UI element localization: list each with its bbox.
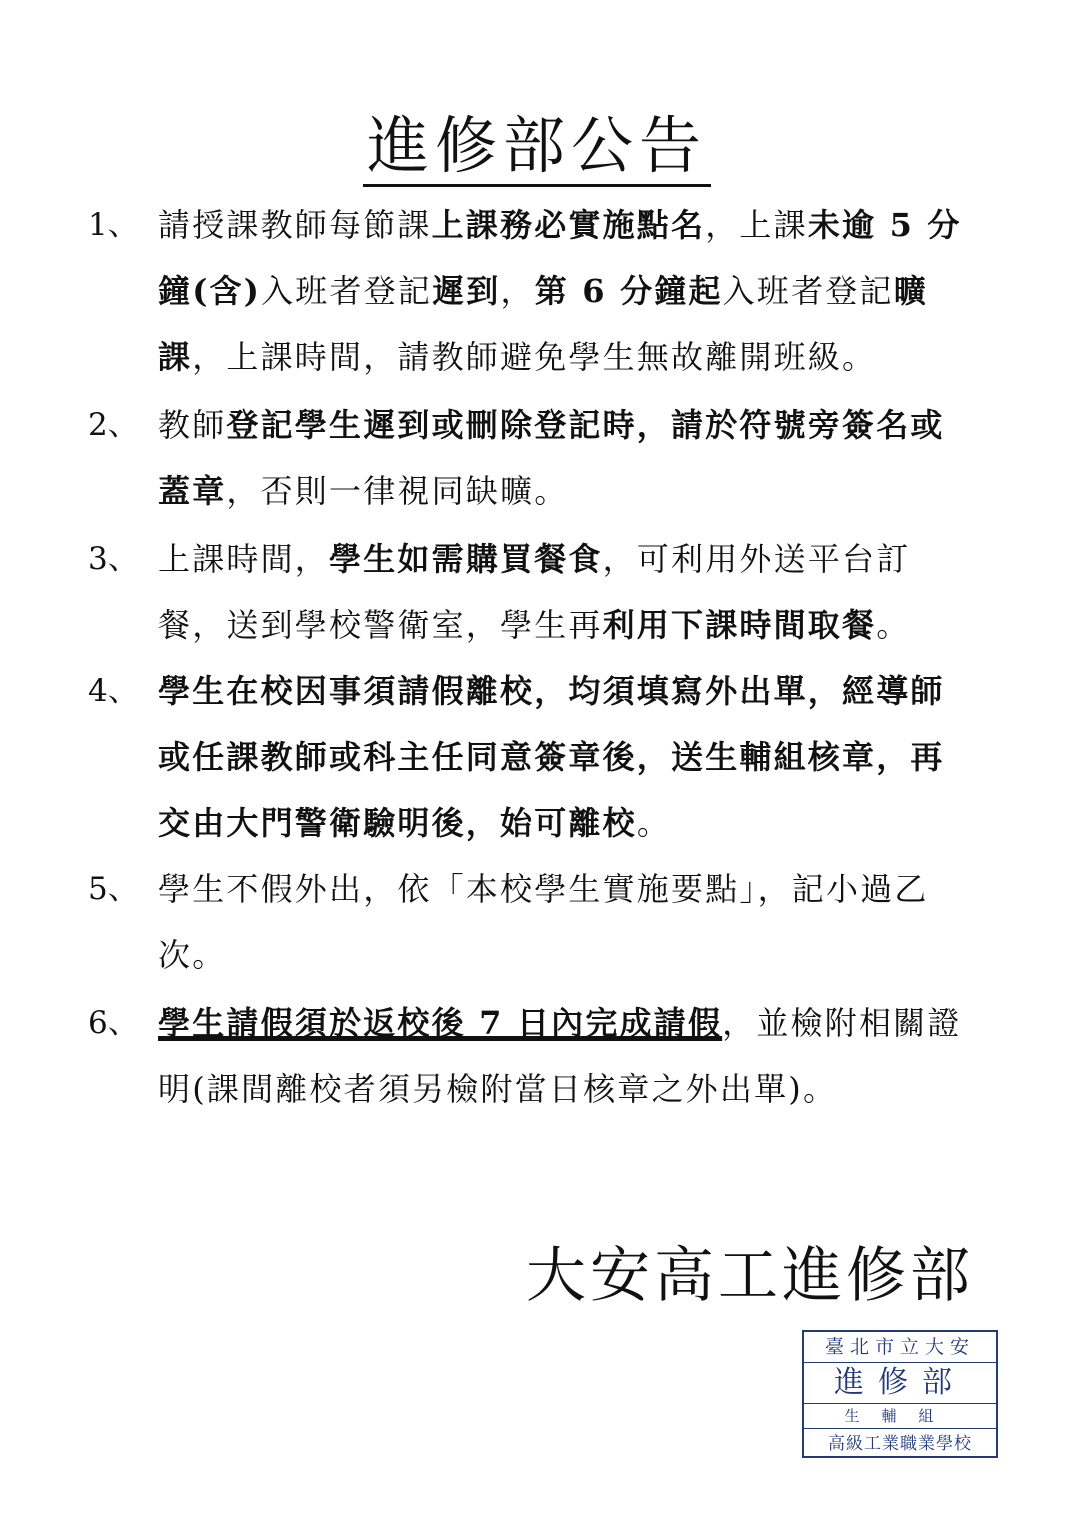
item-text (158, 856, 968, 988)
item-text (158, 990, 968, 1122)
emphasis-text: 學生在校因事須請假離校，均須填寫外出單，經導師或任課教師或科主任同意簽章後，送生輔組核章，再交由大門警衛驗明後，始可離校 (158, 672, 945, 842)
plain-text: ，上課 (705, 206, 808, 244)
emphasis-text: 利用下課時間取餐 (602, 606, 877, 644)
stamp-line-2: 進修部 (804, 1363, 996, 1404)
item-number: 2、 (88, 407, 139, 443)
item-number: 3、 (88, 541, 139, 577)
plain-text: 。 (636, 804, 672, 842)
item-text (158, 192, 968, 390)
stamp-line-4: 高級工業職業學校 (828, 1434, 972, 1454)
plain-text: 請授課教師每節課 (158, 206, 432, 244)
item-text (158, 658, 968, 856)
official-stamp (802, 1330, 998, 1458)
emphasis-text: 登記學生遲到或刪除登記時，請於符號旁簽名或蓋章 (158, 406, 945, 510)
signature: 大安高工進修部 (526, 1241, 974, 1311)
item-number: 1、 (88, 207, 139, 243)
plain-text: 。 (876, 606, 911, 644)
emphasis-text: 曠課 (158, 272, 928, 376)
item-number: 6、 (88, 1005, 139, 1041)
emphasis-text: 學生請假須於返校後 7 日內完成請假 (158, 1004, 723, 1042)
emphasis-text: 上課務必實施點名 (431, 206, 706, 244)
plain-text: 上課時間， (158, 540, 330, 578)
emphasis-text: 學生如需購買餐食 (329, 540, 603, 578)
plain-text: 學生不假外出，依「本校學生實施要點」，記小過乙次。 (158, 870, 929, 974)
emphasis-text: 未逾 5 分鐘(含) (158, 206, 962, 310)
underlined-text (158, 1004, 722, 1042)
plain-text: 入班者登記 (261, 272, 433, 310)
stamp-line-1: 臺北市立大安 (804, 1332, 996, 1363)
plain-text: ，可利用外送平台訂餐，送到學校警衛室，學生再 (158, 540, 911, 644)
plain-text: ， (500, 272, 535, 310)
item-text (158, 526, 968, 658)
plain-text: 入班者登記 (722, 272, 894, 310)
plain-text: ，上課時間，請教師避免學生無故離開班級。 (192, 338, 877, 376)
item-number: 4、 (88, 673, 139, 709)
item-number: 5、 (88, 871, 139, 907)
item-text (158, 392, 968, 524)
emphasis-text: 第 6 分鐘起 (534, 272, 723, 310)
plain-text: 教師 (158, 406, 227, 444)
stamp-line-3: 生輔組 (804, 1404, 996, 1429)
plain-text: ，並檢附相關證明(課間離校者須另檢附當日核章之外出單)。 (158, 1004, 962, 1108)
page-title (0, 108, 1074, 187)
emphasis-text: 遲到 (432, 272, 501, 310)
title-text: 進修部公告 (363, 108, 711, 187)
plain-text: ，否則一律視同缺曠。 (226, 472, 569, 510)
